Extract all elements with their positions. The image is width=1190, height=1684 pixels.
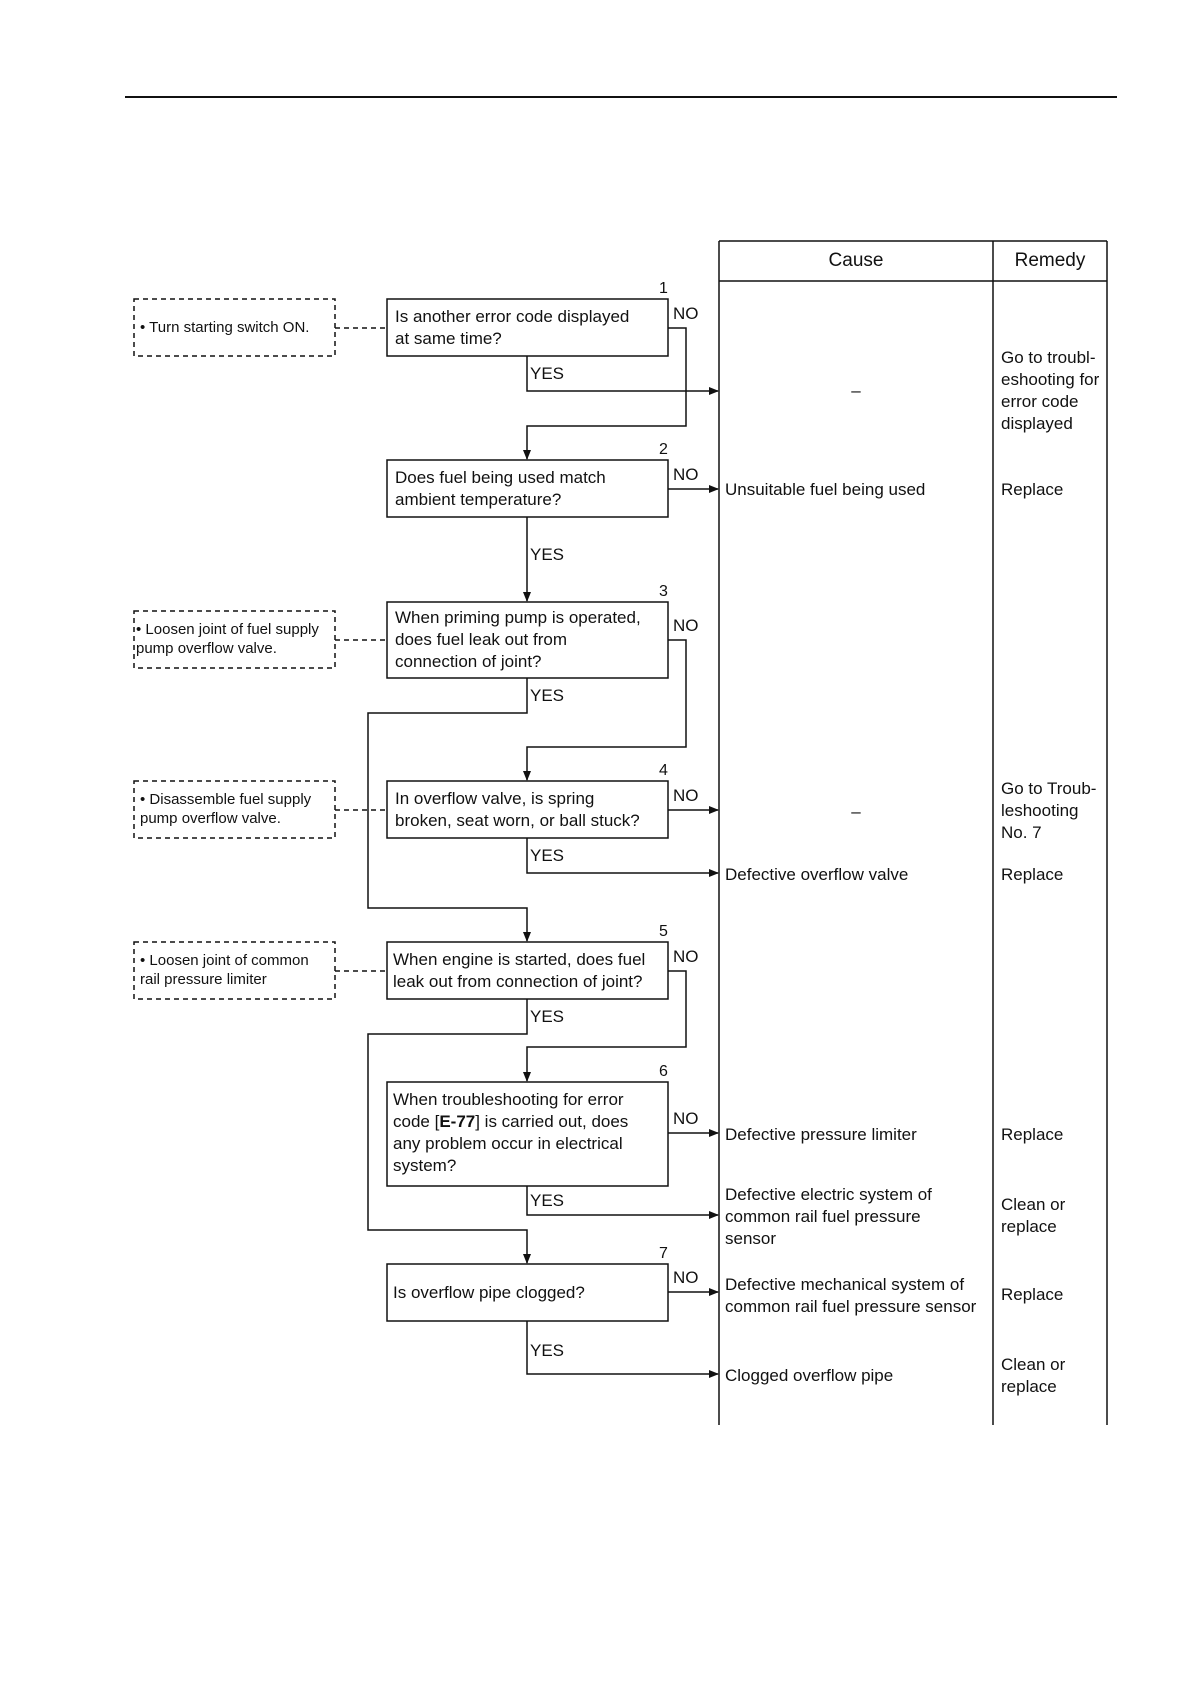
yes-label-7: YES [530, 1341, 565, 1360]
cause-3: – [851, 802, 861, 821]
question-1: Is another error code displayed at same time? [395, 307, 630, 348]
cause-4: Defective overflow valve [725, 865, 909, 884]
step-number-6: 6 [659, 1063, 668, 1080]
remedy-2: Replace [1001, 480, 1064, 499]
error-code-e77: E-77 [439, 1112, 476, 1131]
cause-2: Unsuitable fuel being used [725, 480, 926, 499]
yes-label-3: YES [530, 686, 565, 705]
no-label-5: NO [673, 947, 699, 966]
step-number-3: 3 [659, 583, 668, 600]
question-3: When priming pump is operated, does fuel leak out from connection of joint? [395, 608, 641, 671]
cause-7: Defective mechanical system of common rail fuel pressure sensor [725, 1275, 977, 1316]
remedy-3: Go to Troub- leshooting No. 7 [1001, 779, 1097, 842]
step-number-5: 5 [659, 923, 668, 940]
no-label-2: NO [673, 465, 699, 484]
cause-5: Defective pressure limiter [725, 1125, 917, 1144]
note-5: • Loosen joint of common rail pressure limiter [140, 952, 309, 988]
step-number-7: 7 [659, 1245, 668, 1262]
cause-6: Defective electric system of common rail fuel pressure sensor [725, 1185, 932, 1248]
yes-label-5: YES [530, 1007, 565, 1026]
question-6 [393, 1089, 666, 1177]
question-6-post: ] is carried out, does any problem occur in electrical system? [393, 1112, 629, 1175]
no-label-7: NO [673, 1268, 699, 1287]
question-4: In overflow valve, is spring broken, seat worn, or ball stuck? [395, 789, 640, 830]
no-label-3: NO [673, 616, 699, 635]
yes-label-2: YES [530, 545, 565, 564]
remedy-7: Replace [1001, 1285, 1064, 1304]
remedy-header: Remedy [1014, 250, 1086, 271]
cause-header: Cause [828, 250, 884, 271]
remedy-8: Clean or replace [1001, 1355, 1066, 1396]
remedy-4: Replace [1001, 865, 1064, 884]
question-6-pre: When troubleshooting for error code [ [393, 1090, 624, 1131]
cause-8: Clogged overflow pipe [725, 1366, 894, 1385]
step-number-2: 2 [659, 441, 668, 458]
question-7: Is overflow pipe clogged? [393, 1283, 585, 1302]
no-label-4: NO [673, 786, 699, 805]
cause-1: – [851, 381, 861, 400]
remedy-5: Replace [1001, 1125, 1064, 1144]
note-3: • Loosen joint of fuel supply pump overflow valve. [136, 621, 319, 657]
no-label-6: NO [673, 1109, 699, 1128]
question-2: Does fuel being used match ambient temperature? [395, 468, 606, 509]
remedy-6: Clean or replace [1001, 1195, 1066, 1236]
step-number-4: 4 [659, 762, 668, 779]
yes-label-1: YES [530, 364, 565, 383]
step-number-1: 1 [659, 280, 668, 297]
note-4: • Disassemble fuel supply pump overflow valve. [140, 791, 312, 827]
question-5: When engine is started, does fuel leak out from connection of joint? [393, 950, 646, 991]
yes-label-4: YES [530, 846, 565, 865]
note-1: • Turn starting switch ON. [140, 319, 310, 336]
yes-label-6: YES [530, 1191, 565, 1210]
no-label-1: NO [673, 304, 699, 323]
remedy-1: Go to troubl- eshooting for error code displayed [1001, 348, 1100, 433]
